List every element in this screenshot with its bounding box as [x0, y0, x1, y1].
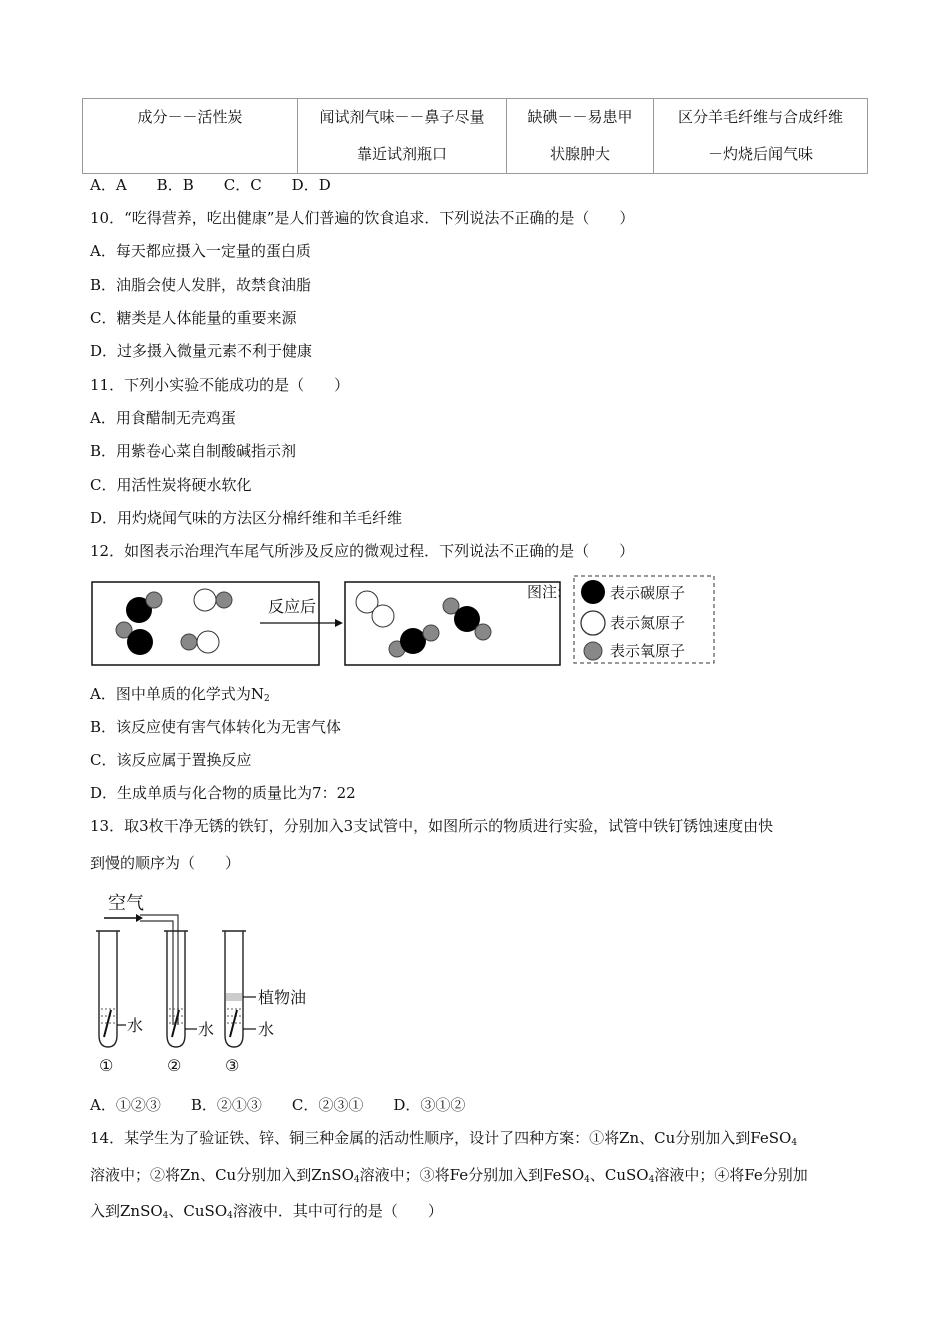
q14-text: 溶液中．其中可行的是（ ） — [232, 1202, 443, 1220]
q14-text: 溶液中；④将Fe分别加 — [654, 1166, 808, 1184]
table-row — [83, 99, 868, 174]
arrow-head — [335, 619, 343, 627]
q11-option-d: D．用灼烧闻气味的方法区分棉纤维和羊毛纤维 — [90, 509, 403, 527]
subscript: 2 — [263, 694, 270, 704]
test-tube-diagram — [90, 885, 314, 1075]
oxygen-atom — [181, 634, 197, 650]
subscript: 4 — [648, 1175, 655, 1185]
q14-line1 — [90, 1127, 797, 1148]
q10-option-c: C．糖类是人体能量的重要来源 — [90, 309, 297, 327]
q14-text: 、CuSO — [168, 1202, 228, 1220]
oxygen-atom — [475, 624, 491, 640]
water-label: 水 — [198, 1020, 215, 1039]
test-tube-3 — [222, 931, 246, 1047]
subscript: 4 — [227, 1211, 233, 1221]
q10-option-d: D．过多摄入微量元素不利于健康 — [90, 342, 313, 360]
q11-option-a: A．用食醋制无壳鸡蛋 — [90, 409, 236, 427]
q10-stem: 10．“吃得营养，吃出健康”是人们普遍的饮食追求．下列说法不正确的是（ ） — [90, 209, 635, 227]
legend-carbon-label: 表示碳原子 — [610, 584, 686, 602]
test-tube-1 — [96, 931, 120, 1047]
table-cell — [654, 99, 868, 174]
legend-nitrogen-atom — [581, 611, 605, 635]
q13-stem-line2: 到慢的顺序为（ ） — [90, 854, 241, 872]
q11-option-c: C．用活性炭将硬水软化 — [90, 476, 252, 494]
q12-option-b: B．该反应使有害气体转化为无害气体 — [90, 718, 342, 736]
q12-option-c: C．该反应属于置换反应 — [90, 751, 252, 769]
table-cell — [507, 99, 654, 174]
carbon-atom — [400, 628, 426, 654]
legend-carbon-atom — [581, 580, 605, 604]
q14-text: 14．某学生为了验证铁、锌、铜三种金属的活动性顺序，设计了四种方案：①将Zn、Cu分别加入到FeSO — [90, 1129, 792, 1147]
water-label: 水 — [258, 1020, 275, 1039]
air-label: 空气 — [108, 893, 144, 914]
q10-option-b: B．油脂会使人发胖，故禁食油脂 — [90, 276, 312, 294]
q12-stem: 12．如图表示治理汽车尾气所涉及反应的微观过程．下列说法不正确的是（ ） — [90, 542, 635, 560]
table-cell-line: 闻试剂气味－－鼻子尽量 — [319, 108, 485, 126]
water-label: 水 — [127, 1016, 144, 1035]
nitrogen-atom — [194, 589, 216, 611]
nitrogen-atom — [372, 605, 394, 627]
q14-text: 溶液中；②将Zn、Cu分别加入到ZnSO — [90, 1166, 354, 1184]
q14-text: 入到ZnSO — [90, 1202, 163, 1220]
subscript: 4 — [584, 1175, 590, 1185]
q14-line2 — [90, 1164, 808, 1185]
oil-layer — [226, 993, 242, 1001]
q14-line3 — [90, 1200, 443, 1221]
subscript: 4 — [791, 1138, 798, 1148]
q13-stem-line1: 13．取3枚干净无锈的铁钉，分别加入3支试管中，如图所示的物质进行实验，试管中铁钉锈蚀速度由快 — [90, 817, 774, 835]
table-cell — [298, 99, 507, 174]
subscript: 4 — [162, 1211, 169, 1221]
q13-options: A．①②③ B．②①③ C．②③① D．③①② — [90, 1096, 466, 1114]
subscript: 4 — [353, 1175, 360, 1185]
table-cell-line: 成分－－活性炭 — [137, 108, 243, 126]
oxygen-atom — [423, 625, 439, 641]
table-cell-line: －灼烧后闻气味 — [707, 145, 813, 163]
legend-title: 图注: — [527, 583, 563, 601]
q14-text: 、CuSO — [589, 1166, 649, 1184]
tube-number-3: ③ — [225, 1056, 240, 1075]
legend-oxygen-label: 表示氧原子 — [610, 642, 686, 660]
table-cell — [83, 99, 298, 174]
oil-label: 植物油 — [258, 988, 307, 1007]
test-tube-2 — [164, 931, 188, 1047]
reaction-diagram — [90, 572, 716, 668]
q12-option-d: D．生成单质与化合物的质量比为7：22 — [90, 784, 356, 802]
table-cell-line: 缺碘－－易患甲 — [527, 108, 633, 126]
table-cell-line: 区分羊毛纤维与合成纤维 — [677, 108, 843, 126]
oxygen-atom — [146, 592, 162, 608]
q10-option-a: A．每天都应摄入一定量的蛋白质 — [90, 242, 311, 260]
table-cell-line: 靠近试剂瓶口 — [356, 145, 447, 163]
q11-option-b: B．用紫卷心菜自制酸碱指示剂 — [90, 442, 297, 460]
tube-number-2: ② — [167, 1056, 182, 1075]
legend-oxygen-atom — [584, 642, 602, 660]
legend-nitrogen-label: 表示氮原子 — [610, 614, 686, 632]
carbon-atom — [127, 629, 153, 655]
answer-table — [82, 98, 868, 174]
q9-options: A．A B．B C．C D．D — [90, 176, 331, 194]
q11-stem: 11．下列小实验不能成功的是（ ） — [90, 376, 350, 394]
table-cell-line: 状腺肿大 — [549, 145, 610, 163]
q12-option-a-text: A．图中单质的化学式为N — [90, 685, 264, 703]
arrow-label: 反应后 — [268, 597, 317, 616]
q12-option-a — [90, 683, 270, 704]
oxygen-atom — [216, 592, 232, 608]
q14-text: 溶液中；③将Fe分别加入到FeSO — [359, 1166, 585, 1184]
nitrogen-atom — [197, 631, 219, 653]
tube-number-1: ① — [99, 1056, 114, 1075]
